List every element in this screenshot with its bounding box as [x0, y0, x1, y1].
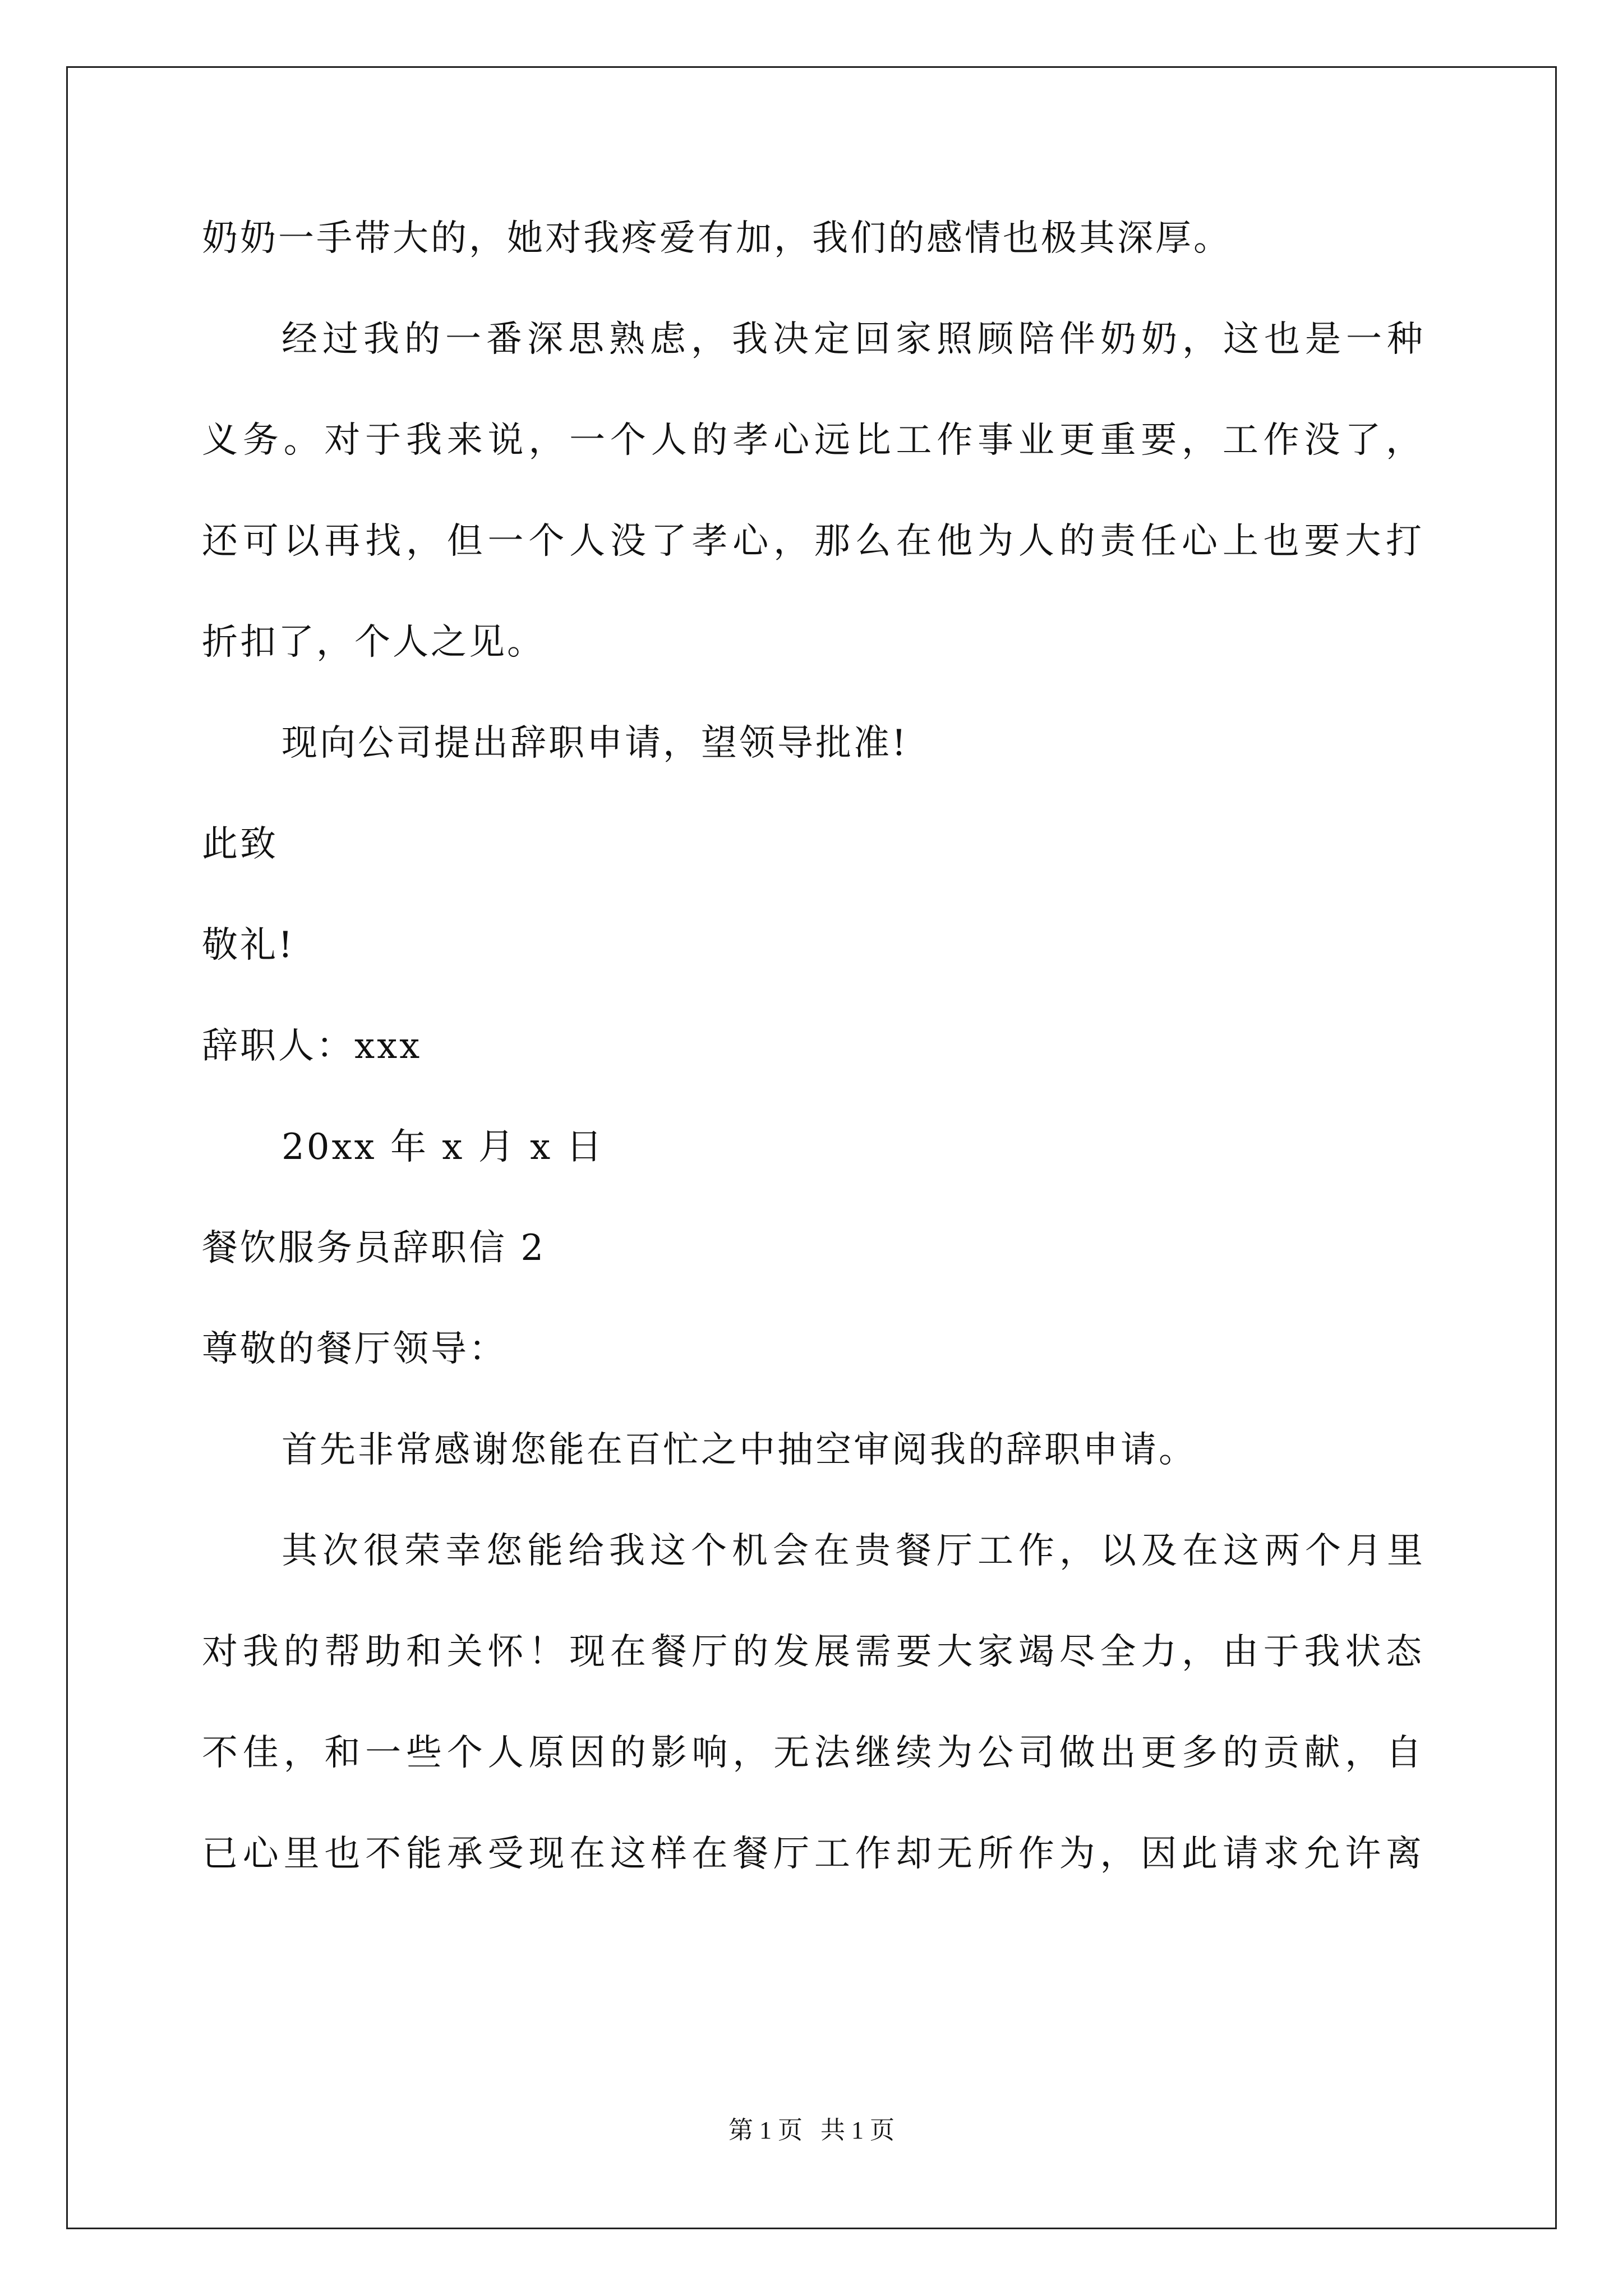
section-title: 餐饮服务员辞职信 2 [202, 1227, 546, 1269]
letter-greeting: 尊敬的餐厅领导： [202, 1328, 507, 1370]
body-line-3: 义务。对于我来说，一个人的孝心远比工作事业更重要，工作没了， [202, 420, 1422, 461]
body-line-4: 还可以再找，但一个人没了孝心，那么在他为人的责任心上也要大打 [202, 521, 1422, 562]
signature-name: 辞职人：xxx [202, 1025, 422, 1067]
body-line-5: 折扣了，个人之见。 [202, 622, 545, 663]
closing-salutation: 此致 [202, 823, 278, 865]
body-line-6: 现向公司提出辞职申请，望领导批准! [282, 723, 909, 764]
closing-regards: 敬礼! [202, 924, 295, 966]
body-line-2: 经过我的一番深思熟虑，我决定回家照顾陪伴奶奶，这也是一种 [282, 319, 1423, 360]
body-line-10: 不佳，和一些个人原因的影响，无法继续为公司做出更多的贡献，自 [202, 1732, 1422, 1774]
body-line-9: 对我的帮助和关怀！现在餐厅的发展需要大家竭尽全力，由于我状态 [202, 1631, 1422, 1673]
page-number: 第 1 页 [728, 2116, 803, 2144]
body-line-8: 其次很荣幸您能给我这个机会在贵餐厅工作，以及在这两个月里 [282, 1530, 1423, 1572]
body-line-1: 奶奶一手带大的，她对我疼爱有加，我们的感情也极其深厚。 [202, 218, 1232, 259]
page-footer [0, 2115, 1623, 2146]
signature-date: 20xx 年 x 月 x 日 [282, 1126, 605, 1168]
page-total: 共 1 页 [820, 2116, 895, 2144]
body-line-7: 首先非常感谢您能在百忙之中抽空审阅我的辞职申请。 [282, 1429, 1197, 1471]
body-line-11: 已心里也不能承受现在这样在餐厅工作却无所作为，因此请求允许离 [202, 1833, 1422, 1875]
